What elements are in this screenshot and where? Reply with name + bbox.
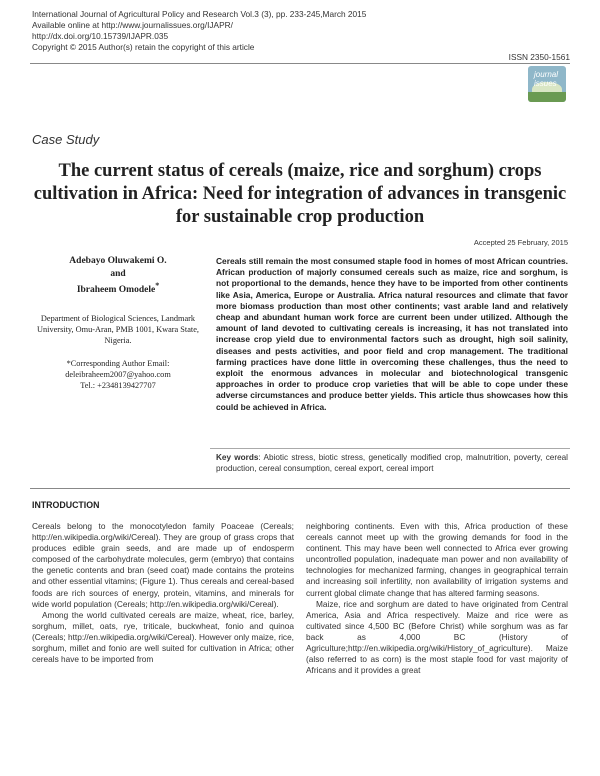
doi-link[interactable]: http://dx.doi.org/10.15739/IJAPR.035 [32,31,169,41]
journal-logo [528,66,566,102]
accepted-date: Accepted 25 February, 2015 [473,238,568,247]
corresponding-mark: * [155,281,160,290]
keywords-text: : Abiotic stress, biotic stress, genetically modified crop, malnutrition, poverty, cereal production, cereal consumption, cereal export, cereal import [216,453,569,474]
author-conjunction: and [110,268,126,279]
keywords [216,452,568,474]
keywords-label: Key words [216,453,259,462]
author-1: Adebayo Oluwakemi O. [69,256,167,266]
issn: ISSN 2350-1561 [508,52,570,62]
abstract: Cereals still remain the most consumed staple food in homes of most African countries. African production of majorly consumed cereals such as maize, rice and sorghum, is not proportional to the demands, hence they have to be imported from other continents like Asia, America, Europe or Australia. Africa natural resources and climate that favor more biomass production than most other continents; vast arable land and relatively cheap and abundant human work force are current been under utilized. Although the amount of land devoted to cultivating cereals is increasing, it has not translated into increase crop yield due to environmental factors such as drought, high soil salinity, diseases and pests activities, and poor field and crop management. The traditional farming practices have done little in overcoming these challenges, thus the need to exploit the enormous advances in molecular and biotechnological transgenic approaches in order to produce crop varieties that will be able to cope under these adverse circumstances and produce better yields. This article thus showcases how this could be achieved in Africa. [216,256,568,412]
journal-url[interactable]: Available online at http://www.journalissues.org/IJAPR/ [32,20,233,30]
journal-citation: International Journal of Agricultural Policy and Research Vol.3 (3), pp. 233-245,March 2015 [32,9,367,19]
left-column [32,521,294,665]
corresponding-label: *Corresponding Author Email: [66,358,170,368]
right-column [306,521,568,676]
article-type: Case Study [32,132,100,147]
affiliation: Department of Biological Sciences, Landmark University, Omu-Aran, PMB 1001, Kwara State, Nigeria. [37,313,199,345]
journal-header [32,9,572,53]
intro-paragraph-4: Maize, rice and sorghum are dated to have originated from Central America, Asia and Africa respectively. Maize and rice were as cultivated since 4,500 BC (Before Christ) while sorghum was as far back as 4,000 BC (History of Agriculture;http://en.wikipedia.org/wiki/History_of_agriculture). Maize (also referred to as corn) is the most staple food for vast majority of Africans and it provides a great [306,598,568,676]
header-divider [30,63,570,64]
logo-text: journal issues [534,70,559,88]
intro-paragraph-2: Among the world cultivated cereals are maize, wheat, rice, barley, sorghum, millet, oats, rye, triticale, buckwheat, fonio and quinoa (Cereals; http://en.wikipedia.org/wiki/Cereal). However only maize, rice, sorghum, millet and fonio are well suited for cultivation in Africa; other cereals have to be imported from [32,609,294,665]
corresponding-email[interactable]: deleibraheem2007@yahoo.com [65,369,171,379]
copyright-notice: Copyright © 2015 Author(s) retain the copyright of this article [32,42,255,52]
author-2-name: Ibraheem Omodele [76,285,156,296]
article-title: The current status of cereals (maize, rice and sorghum) crops cultivation in Africa: Need for integration of advances in transgenic for sustainable crop production [33,161,567,227]
author-2 [32,280,204,297]
intro-paragraph-1: Cereals belong to the monocotyledon family Poaceae (Cereals; http://en.wikipedia.org/wiki/Cereal). They are group of grass crops that produces edible grain seeds, and are made up of endosperm composed of the carbohydrate molecules, germ (embryo) that contains the genetic contents and bran (seed coat) made contains the proteins and other essential vitamins; (Figure 1). Thus cereals and cereal-based foods are rich sources of energy, protein, vitamins, and minerals for wide world population (Cereals; http://en.wikipedia.org/wiki/Cereal). [32,521,294,609]
intro-paragraph-3: neighboring continents. Even with this, Africa production of these cereals cannot meet up with the growing demands for food in the continent. This may have been well connected to Africa ever growing uncontrolled population, inadequate man power and non availability of technologies for mechanized farming, changes in geographical terrain and increasing soil infertility, non availability of irrigation systems and current global climate change that has altered farming seasons. [306,521,568,598]
keywords-divider [210,448,570,449]
corresponding-info [32,358,204,391]
author-block [32,255,204,391]
section-divider [30,488,570,489]
corresponding-tel: Tel.: +2348139427707 [80,380,156,390]
intro-heading: INTRODUCTION [32,500,100,510]
